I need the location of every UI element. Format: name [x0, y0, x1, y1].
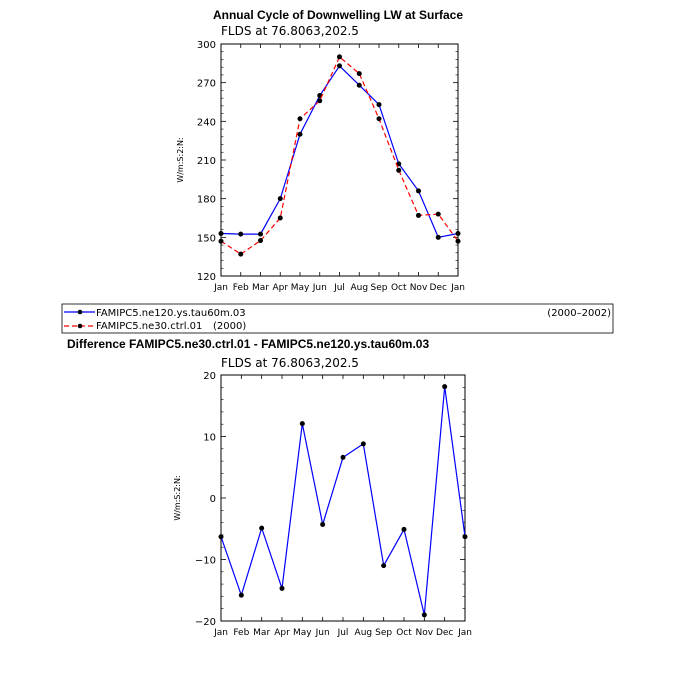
y-tick-label: 10 — [203, 432, 216, 444]
axes — [195, 371, 472, 638]
data-point — [357, 71, 362, 76]
data-point — [436, 235, 441, 240]
legend-label-ne30: FAMIPC5.ne30.ctrl.01 — [96, 321, 203, 332]
chart-title: Difference FAMIPC5.ne30.ctrl.01 - FAMIPC5.ne120.ys.tau60m.03 — [67, 337, 430, 351]
chart-subtitle: FLDS at 76.8063,202.5 — [221, 356, 359, 370]
x-tick-label: Jan — [214, 283, 228, 293]
x-tick-label: Jan — [451, 283, 465, 293]
y-tick-label: 0 — [209, 494, 216, 505]
y-tick-label: 20 — [203, 371, 216, 382]
y-tick-label: 240 — [196, 117, 216, 129]
annual-cycle-chart — [176, 8, 465, 293]
series-line-1 — [221, 387, 465, 615]
data-point — [278, 216, 283, 221]
legend-marker-ne30 — [78, 324, 83, 329]
data-point — [377, 102, 382, 107]
data-point — [416, 188, 421, 193]
series-group — [219, 384, 468, 617]
data-point — [219, 534, 224, 539]
data-point — [258, 238, 263, 243]
data-point — [357, 83, 362, 88]
x-tick-label: Sep — [370, 283, 388, 293]
x-tick-label: Mar — [252, 283, 269, 293]
data-point — [219, 231, 224, 236]
series-line-1 — [221, 66, 458, 237]
data-point — [298, 116, 303, 121]
data-point — [422, 612, 427, 617]
data-point — [381, 563, 386, 568]
chart-title: Annual Cycle of Downwelling LW at Surface — [212, 8, 464, 22]
data-point — [298, 132, 303, 137]
x-tick-label: Aug — [350, 283, 369, 293]
data-point — [238, 232, 243, 237]
y-tick-label: 300 — [196, 40, 216, 51]
x-tick-label: Jul — [337, 628, 349, 638]
chart-subtitle: FLDS at 76.8063,202.5 — [221, 24, 359, 38]
plot-frame — [221, 375, 465, 621]
x-tick-label: May — [290, 283, 310, 293]
data-point — [280, 586, 285, 591]
plot-frame — [221, 44, 458, 276]
x-tick-label: Oct — [396, 628, 412, 638]
data-point — [239, 593, 244, 598]
legend-period-ne30: (2000) — [213, 321, 247, 332]
legend-marker-ne120 — [78, 310, 83, 315]
data-point — [402, 527, 407, 532]
x-tick-label: Mar — [253, 628, 271, 638]
data-point — [456, 239, 461, 244]
series-line-2 — [221, 57, 458, 254]
x-tick-label: Jun — [315, 628, 330, 638]
x-tick-label: Jun — [312, 283, 327, 293]
data-point — [341, 455, 346, 460]
data-point — [320, 522, 325, 527]
data-point — [337, 54, 342, 59]
legend-period-ne120: (2000–2002) — [547, 308, 611, 319]
data-point — [442, 384, 447, 389]
data-point — [219, 239, 224, 244]
x-tick-label: May — [293, 628, 312, 638]
x-tick-label: Apr — [272, 283, 289, 293]
data-point — [396, 168, 401, 173]
y-tick-label: −20 — [194, 617, 216, 628]
y-tick-label: 120 — [196, 272, 216, 283]
x-tick-label: Jul — [334, 283, 345, 293]
data-point — [300, 421, 305, 426]
x-tick-label: Nov — [409, 283, 428, 293]
data-point — [436, 212, 441, 217]
x-tick-label: Apr — [274, 628, 290, 638]
data-point — [377, 116, 382, 121]
x-tick-label: Oct — [390, 283, 407, 293]
x-tick-label: Sep — [375, 628, 393, 638]
x-tick-label: Dec — [429, 283, 447, 293]
x-tick-label: Nov — [415, 628, 434, 638]
data-point — [337, 63, 342, 68]
data-point — [317, 98, 322, 103]
data-point — [416, 213, 421, 218]
data-point — [278, 196, 283, 201]
data-point — [456, 231, 461, 236]
y-tick-label: 180 — [196, 194, 216, 206]
data-point — [463, 534, 468, 539]
difference-chart — [67, 337, 472, 638]
series-group — [219, 54, 461, 256]
legend — [62, 304, 613, 333]
x-tick-label: Jan — [214, 628, 228, 638]
data-point — [258, 232, 263, 237]
y-axis-label: W/m:S:2:N: — [176, 137, 185, 183]
y-tick-label: −10 — [194, 555, 216, 567]
y-tick-label: 270 — [196, 78, 216, 90]
x-tick-label: Feb — [233, 628, 250, 638]
x-tick-label: Aug — [354, 628, 373, 638]
y-axis-label: W/m:S:2:N: — [173, 475, 182, 521]
legend-label-ne120: FAMIPC5.ne120.ys.tau60m.03 — [96, 308, 246, 319]
x-tick-label: Jan — [458, 628, 472, 638]
data-point — [238, 252, 243, 257]
data-point — [361, 441, 366, 446]
y-tick-label: 210 — [196, 156, 216, 167]
x-tick-label: Dec — [435, 628, 454, 638]
x-tick-label: Feb — [232, 283, 249, 293]
data-point — [259, 526, 264, 531]
y-tick-label: 150 — [196, 233, 216, 245]
